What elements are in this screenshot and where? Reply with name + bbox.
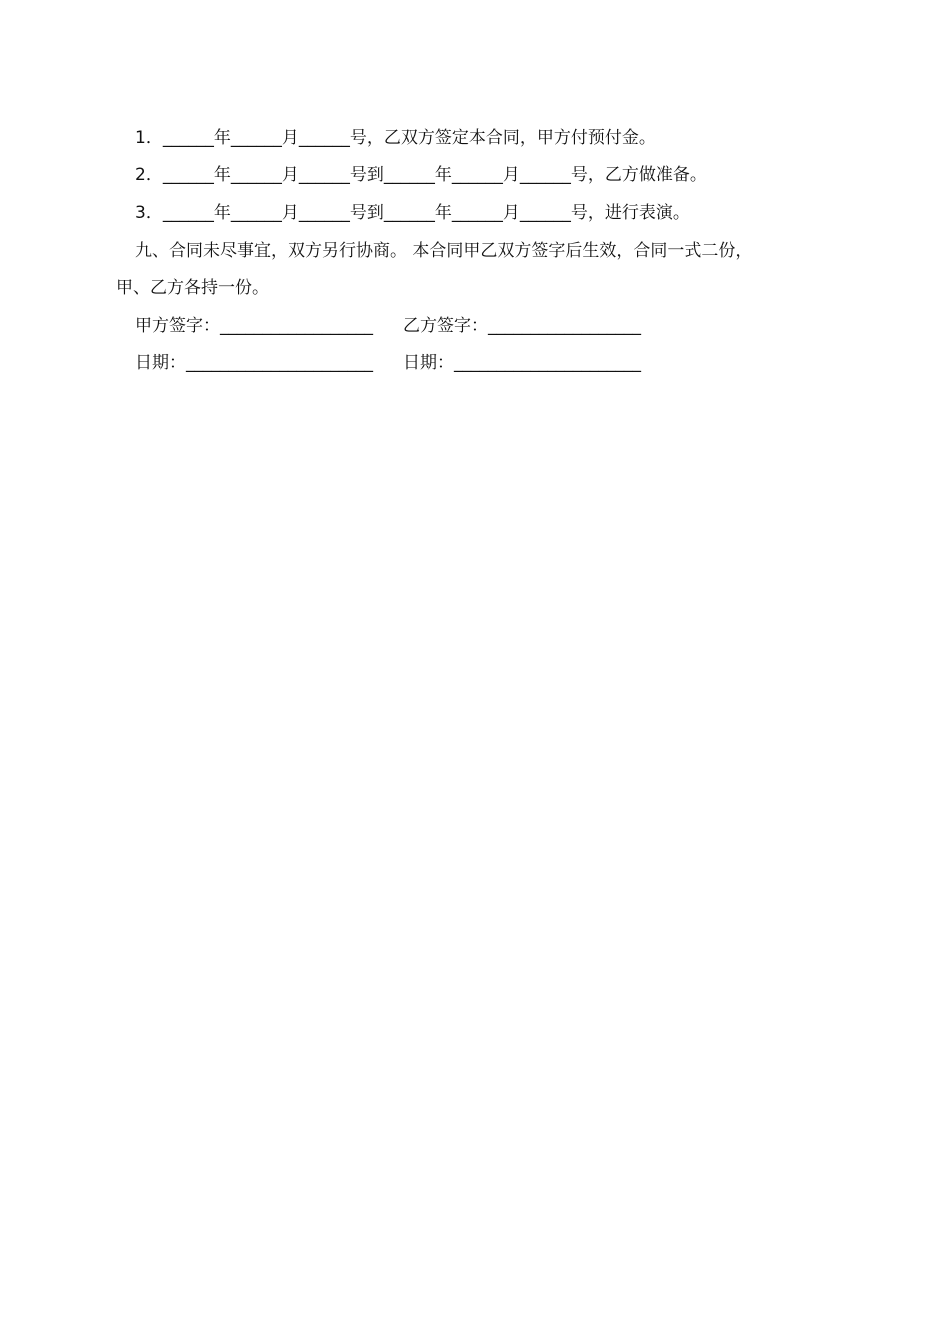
clause-nine-line-1: 九、合同未尽事宜，双方另行协商。 本合同甲乙双方签字后生效，合同一式二份，	[135, 241, 753, 261]
schedule-item-2: 2．______年______月______号到______年______月______号，乙方做准备。	[135, 165, 707, 185]
party-a-date-field[interactable]: 日期：______________________	[135, 353, 373, 373]
schedule-item-1: 1．______年______月______号，乙双方签定本合同，甲方付预付金。	[135, 128, 656, 148]
party-b-date-field[interactable]: 日期：______________________	[403, 353, 641, 373]
schedule-item-3: 3．______年______月______号到______年______月______号，进行表演。	[135, 203, 690, 223]
clause-nine-line-2: 甲、乙方各持一份。	[116, 278, 269, 298]
party-b-signature-field[interactable]: 乙方签字：__________________	[403, 316, 641, 336]
party-a-signature-field[interactable]: 甲方签字：__________________	[135, 316, 373, 336]
